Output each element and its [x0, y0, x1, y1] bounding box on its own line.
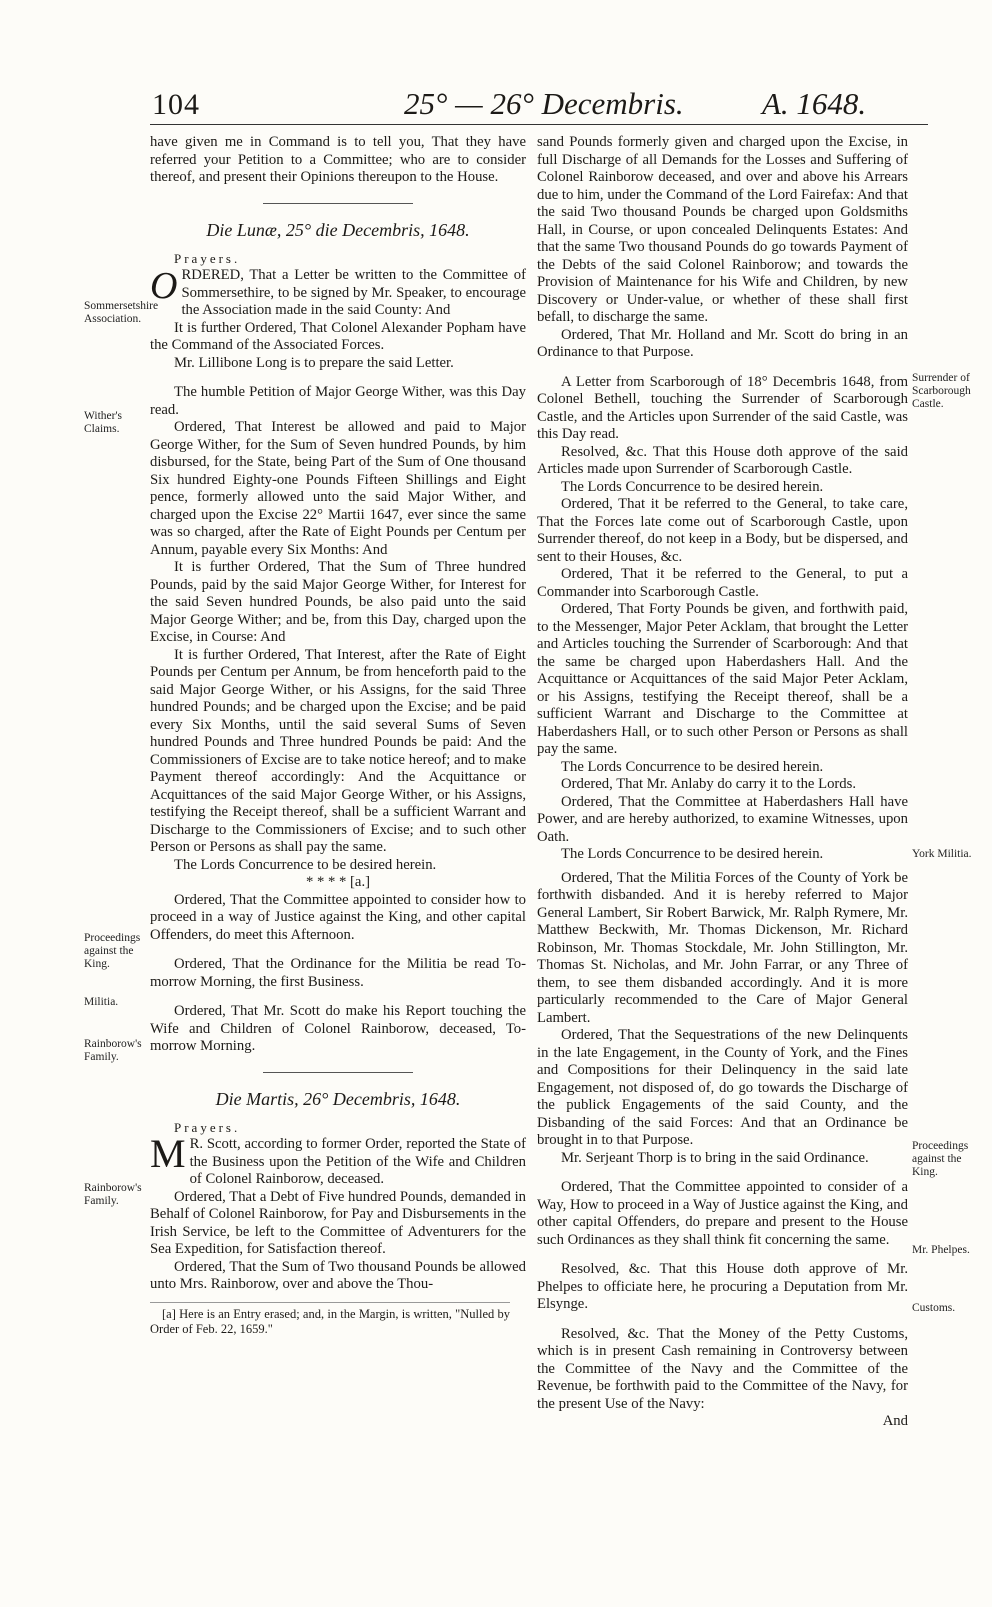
general-order-1: Ordered, That it be referred to the General, to take care, That the Forces late come out of Scarborough Castle, upon Surrender thereof, do not keep in a Body, but be dispersed, and sent to their Houses, &c. — [537, 496, 908, 565]
page-number: 104 — [152, 88, 200, 121]
militia-order: Ordered, That the Ordinance for the Militia be read To-morrow Morning, the first Business. — [150, 956, 526, 990]
sommerset-order: ORDERED, That a Letter be written to the Committee of Sommersethire, to be signed by Mr. Speaker, to encourage the Association made in the said County: And — [150, 265, 526, 318]
approve-articles: Resolved, &c. That this House doth approve of the said Articles made upon Surrender of Scarborough Castle. — [537, 443, 908, 477]
debt-order: Ordered, That a Debt of Five hundred Pounds, demanded in Behalf of Colonel Rainborow, for Pay and Disbursements in the Irish Service, be left to the Committee of Adventurers for the Sea Expedition, for Satisfaction thereof. — [150, 1188, 526, 1257]
lords-concurrence: The Lords Concurrence to be desired herein. — [561, 758, 824, 775]
header-rule — [150, 124, 928, 125]
lords-concurrence: The Lords Concurrence to be desired herein. — [561, 478, 824, 495]
customs-resolution: Resolved, &c. That the Money of the Petty Customs, which is in present Cash remaining in Controversy between the Committee of the Navy and the Committee of the Revenue, be forthwith paid to the Committee of the Navy, for the present Use of the Navy: — [537, 1325, 908, 1412]
holland-order: Ordered, That Mr. Holland and Mr. Scott do bring in an Ordinance to that Purpose. — [537, 326, 908, 360]
erased-entry-mark: * * * * [a.] — [305, 874, 371, 890]
margin-note-rainborow-1: Rainborow's Family. — [84, 1038, 142, 1063]
forty-pounds-order: Ordered, That Forty Pounds be given, and forthwith paid, to the Messenger, Major Peter Acklam, that brought the Letter and Articles touching the Surrender of Scarborough: And that the same be charged upon Haberdashers Hall. And the Acquittance or Acquittances of the said Major Peter Acklam, or his Assigns, testifying the Receipt thereof, shall be a sufficient Warrant and Discharge to the Committee at Haberdashers Hall, or to such other Person or Persons as shall pay the same. — [537, 601, 908, 757]
running-head-date: 25° — 26° Decembris. — [404, 86, 684, 121]
scarborough-letter: A Letter from Scarborough of 18° Decembris 1648, from Colonel Bethell, touching the Surrender of Scarborough Castle, and the Articles upon Surrender of the said Castle, was this Day read. — [537, 373, 908, 442]
margin-note-proceedings-right: Proceedings against the King. — [912, 1140, 969, 1178]
wither-order-1: Ordered, That Interest be allowed and paid to Major George Wither, for the Sum of Seven hundred Pounds, by him disbursed, for the State, being Part of the Sum of One thousand Six hundred Eighty-one Pounds Fifteen Shillings and Eight pence, formerly allowed unto the said Major Wither, and charged upon the Excise 22° Martii 1647, ever since the same was so charged, after the Rate of Eight Pounds per Centum per Annum, payable every Six Months: And — [150, 419, 526, 558]
lords-concurrence: The Lords Concurrence to be desired herein. — [174, 856, 437, 873]
intro-paragraph: have given me in Command is to tell you, That they have referred your Petition to a Committee; who are to consider thereof, and present their Opinions thereupon to the House. — [150, 134, 526, 185]
margin-note-wither: Wither's Claims. — [84, 410, 123, 435]
wither-petition: The humble Petition of Major George Wither, was this Day read. — [150, 384, 526, 418]
drop-cap-m: M — [150, 1131, 186, 1176]
phelpes-resolution: Resolved, &c. That this House doth approve of Mr. Phelpes to officiate here, he procuring a Deputation from Mr. Elsynge. — [537, 1261, 908, 1312]
margin-note-phelpes: Mr. Phelpes. — [912, 1244, 970, 1256]
general-order-2: Ordered, That it be referred to the General, to put a Commander into Scarborough Castle. — [537, 566, 908, 600]
wither-order-2: It is further Ordered, That the Sum of Three hundred Pounds, paid by the said Major George Wither, for Interest for the said Seven hundred Pounds, be also paid unto the said Major George Wither; and be, from this Day, charged upon the Excise, in Course: And — [150, 559, 526, 645]
margin-note-york: York Militia. — [912, 848, 972, 860]
margin-note-proceedings: Proceedings against the King. — [84, 932, 141, 970]
thorp-order: Mr. Serjeant Thorp is to bring in the said Ordinance. — [561, 1149, 869, 1166]
running-head-year: A. 1648. — [762, 86, 867, 121]
anlaby-order: Ordered, That Mr. Anlaby do carry it to the Lords. — [561, 776, 857, 792]
margin-note-sommerset: Sommersetshire Association. — [84, 300, 159, 325]
prayers-label: Prayers. — [174, 250, 241, 266]
left-column — [150, 134, 526, 1337]
catchword: And — [882, 1413, 908, 1429]
long-letter: Mr. Lillibone Long is to prepare the said Letter. — [174, 354, 454, 371]
continuation-paragraph: sand Pounds formerly given and charged upon the Excise, in full Discharge of all Demands for the Losses and Suffering of Colonel Rainborow deceased, and over and above his Arrears due to him, under the Command of the Lord Fairefax: And that the said Two thousand Pounds be charged upon Goldsmiths Hall, in Course, or upon concealed Delinquents Estates: And that the same Two thousand Pounds do go towards Payment of the Debts of the said Colonel Rainborow; and towards the Provision of Maintenance for his Wife and Children, by new Discovery or Under-value, or whether of these shall first befall, to discharge the same. — [537, 134, 908, 325]
lords-concurrence: The Lords Concurrence to be desired herein. — [561, 846, 824, 862]
day-heading-monday: Die Lunæ, 25° die Decembris, 1648. — [206, 219, 470, 240]
popham-order: It is further Ordered, That Colonel Alexander Popham have the Command of the Associated Forces. — [150, 319, 526, 353]
right-column — [537, 134, 908, 1431]
haberdashers-order: Ordered, That the Committee at Haberdashers Hall have Power, and are hereby authorized, to examine Witnesses, upon Oath. — [537, 793, 908, 845]
day-heading-tuesday: Die Martis, 26° Decembris, 1648. — [215, 1088, 461, 1109]
wither-order-3: It is further Ordered, That Interest, after the Rate of Eight Pounds per Centum per Annum, be from henceforth paid to the said Major George Wither, or his Assigns, for the said Three hundred Pounds; and be charged upon the Excise; and be paid every Six Months, until the said several Sums of Seven hundred Pounds and Three hundred Pounds be paid: And the Commissioners of Excise are to take notice hereof; and to make Payment thereof accordingly: And the Acquittance or Acquittances of the said Major George Wither, or his Assigns, testifying the Receipt thereof, shall be a sufficient Warrant and Discharge to the Commissioners of Excise; and to such other Person or Persons as shall pay the same. — [150, 646, 526, 855]
prayers-label: Prayers. — [174, 1119, 241, 1135]
york-militia-order: Ordered, That the Militia Forces of the County of York be forthwith disbanded. And it is hereby referred to Major General Lambert, Sir Robert Barwick, Mr. Ralph Rymere, Mr. Matthew Beckwith, Mr. Thomas Dickenson, Mr. Richard Robinson, Mr. Thomas Stockdale, Mr. John Stillington, Mr. Thomas St. Nicholas, and Mr. John Farrar, or any Three of them, to see them disbanded accordingly. And it is more particularly recommended to the Care of Major General Lambert. — [537, 869, 908, 1026]
sequestrations-order: Ordered, That the Sequestrations of the new Delinquents in the late Engagement, in the County of York, and the Fines and Compositions for their Delinquency in the said late Engagement, not disposed of, do go towards the Discharge of the publick Engagements of the said County, and the Disbanding of the said Forces: And that an Ordinance be brought in to that Purpose. — [537, 1027, 908, 1148]
section-rule — [263, 203, 413, 204]
rainborow-report-order: Ordered, That Mr. Scott do make his Report touching the Wife and Children of Colonel Rainborow, deceased, To-morrow Morning. — [150, 1003, 526, 1054]
two-thousand-order: Ordered, That the Sum of Two thousand Pounds be allowed unto Mrs. Rainborow, over and above the Thou- — [150, 1258, 526, 1292]
section-rule — [263, 1072, 413, 1073]
margin-note-rainborow-2: Rainborow's Family. — [84, 1182, 142, 1207]
margin-note-militia: Militia. — [84, 996, 119, 1008]
drop-cap-o: O — [150, 265, 178, 307]
scott-report: M R. Scott, according to former Order, reported the State of the Business upon the Petition of the Wife and Children of Colonel Rainborow, deceased. — [150, 1131, 526, 1187]
proceedings-order: Ordered, That the Committee appointed to consider how to proceed in a way of Justice against the King, and other capital Offenders, do meet this Afternoon. — [150, 891, 526, 943]
margin-note-customs: Customs. — [912, 1302, 956, 1314]
margin-note-scarborough: Surrender of Scarborough Castle. — [912, 372, 971, 410]
proceedings-order-2: Ordered, That the Committee appointed to consider of a Way, How to proceed in a Way of Justice against the King, and other capital Offenders, do prepare and present to the House such Ordinances as they shall think fit concerning the same. — [537, 1179, 908, 1248]
footnote: [a] Here is an Entry erased; and, in the Margin, is written, "Nulled by Order of Feb. 22, 1659." — [150, 1302, 510, 1337]
